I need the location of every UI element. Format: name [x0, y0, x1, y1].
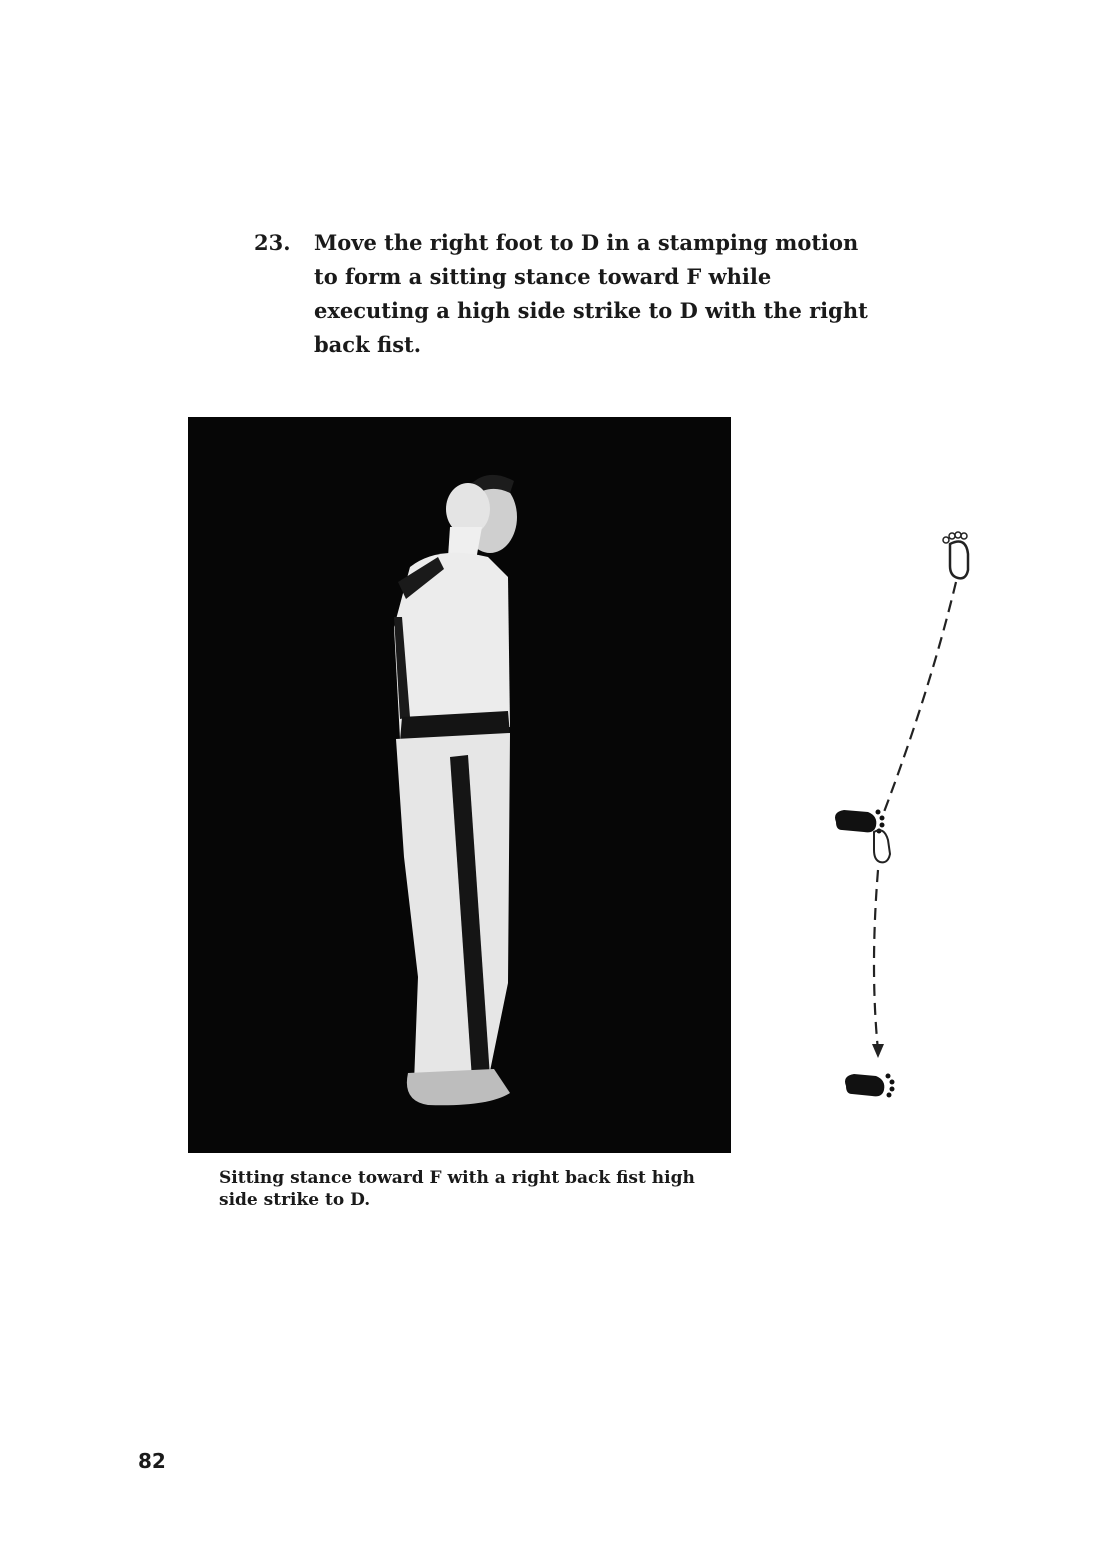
outline-footprint-icon — [943, 532, 968, 578]
step-instruction — [254, 226, 894, 362]
step-text: Move the right foot to D in a stamping motion to form a sitting stance toward F while executing a high side strike to D with the right back fist. — [314, 230, 868, 357]
solid-footprint-icon — [845, 1074, 895, 1098]
outline-footprint-icon — [874, 830, 890, 862]
footprint-diagram — [820, 520, 1020, 1110]
step-number: 23. — [254, 230, 291, 255]
photo-caption: Sitting stance toward F with a right back fist high side strike to D. — [219, 1168, 695, 1210]
page-number: 82 — [138, 1449, 166, 1473]
martial-arts-photo — [188, 417, 731, 1153]
